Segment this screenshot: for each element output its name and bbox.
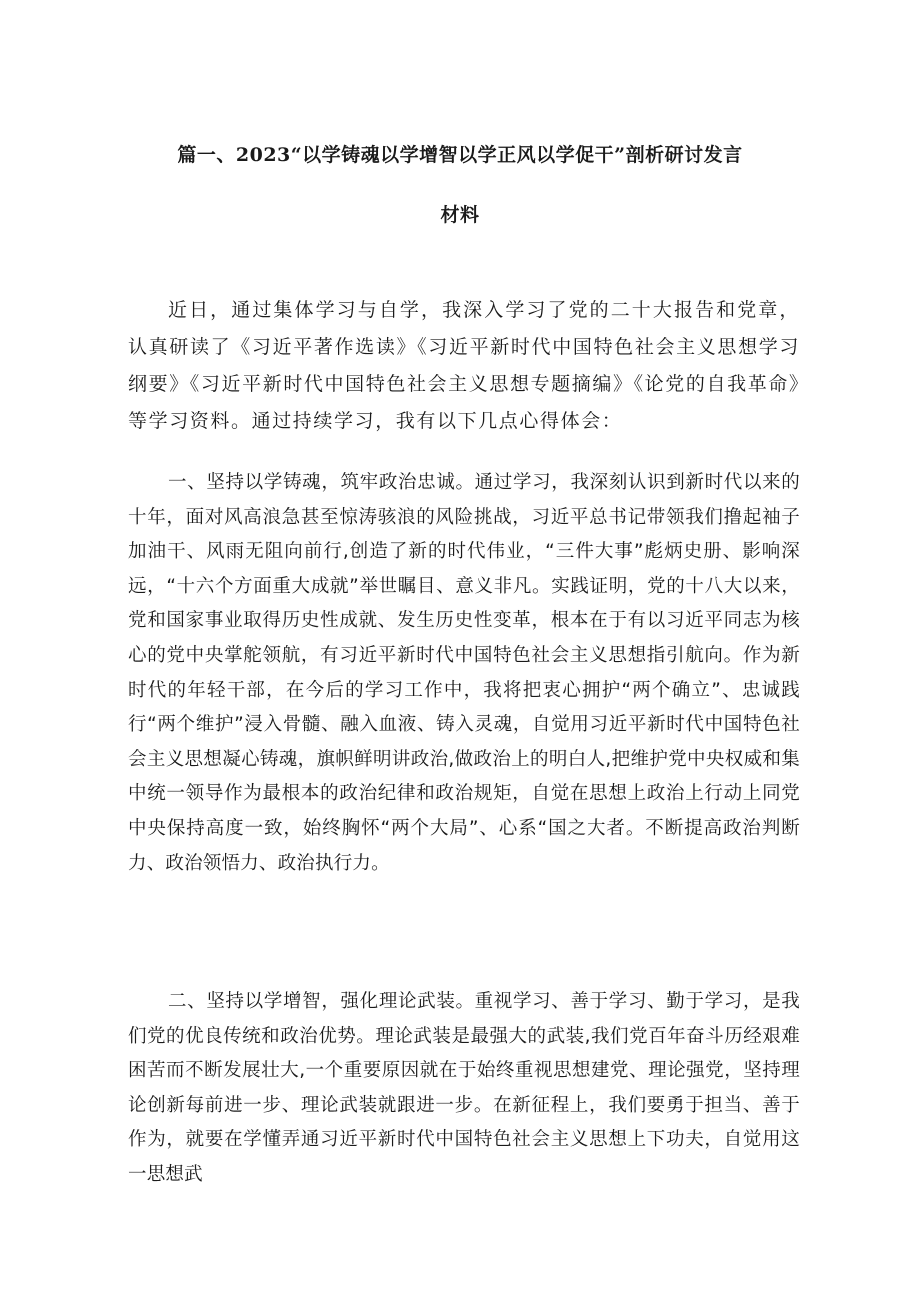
section-two-paragraph: 二、坚持以学增智，强化理论武装。重视学习、善于学习、勤于学习，是我们党的优良传统和政治优势。理论武装是最强大的武装,我们党百年奋斗历经艰难困苦而不断发展壮大,一个重要原因就在于始终重视思想建党、理论强党，坚持理论创新每前进一步、理论武装就跟进一步。在新征程上，我们要勇于担当、善于作为，就要在学懂弄通习近平新时代中国特色社会主义思想上下功夫，自觉用这一思想武 <box>128 991 800 1185</box>
document-title-line-1: 篇一、2023“以学铸魂以学增智以学正风以学促干”剖析研讨发言 <box>177 144 743 166</box>
section-one-paragraph: 一、坚持以学铸魂，筑牢政治忠诚。通过学习，我深刻认识到新时代以来的十年，面对风高浪急甚至惊涛骇浪的风险挑战，习近平总书记带领我们撸起袖子加油干、风雨无阻向前行,创造了新的时代伟业，“三件大事”彪炳史册、影响深远，“十六个方面重大成就”举世瞩目、意义非凡。实践证明，党的十八大以来，党和国家事业取得历史性成就、发生历史性变革，根本在于有以习近平同志为核心的党中央掌舵领航，有习近平新时代中国特色社会主义思想指引航向。作为新时代的年轻干部，在今后的学习工作中，我将把衷心拥护“两个确立”、忠诚践行“两个维护”浸入骨髓、融入血液、铸入灵魂，自觉用习近平新时代中国特色社会主义思想凝心铸魂，旗帜鲜明讲政治,做政治上的明白人,把维护党中央权威和集中统一领导作为最根本的政治纪律和政治规矩，自觉在思想上政治上行动上同党中央保持高度一致，始终胸怀“两个大局”、心系“国之大者。不断提高政治判断力、政治领悟力、政治执行力。 <box>128 472 800 874</box>
document-title-line-2: 材料 <box>440 204 480 226</box>
intro-paragraph: 近日，通过集体学习与自学，我深入学习了党的二十大报告和党章，认真研读了《习近平著作选读》《习近平新时代中国特色社会主义思想学习纲要》《习近平新时代中国特色社会主义思想专题摘编》《论党的自我革命》等学习资料。通过持续学习，我有以下几点心得体会： <box>128 299 800 432</box>
